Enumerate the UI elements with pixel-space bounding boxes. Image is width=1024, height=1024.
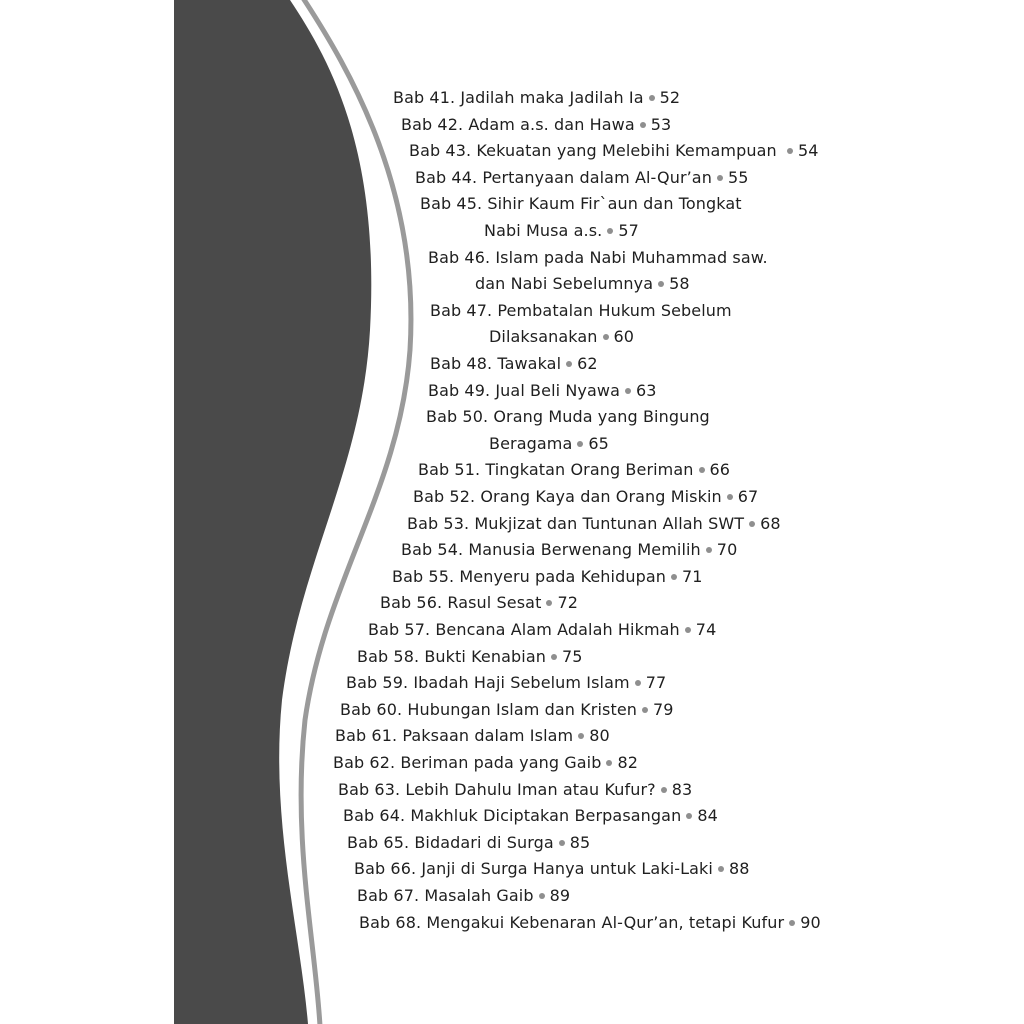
bullet-dot-icon bbox=[661, 787, 667, 793]
toc-entry bbox=[430, 354, 598, 374]
bullet-dot-icon bbox=[566, 361, 572, 367]
toc-entry-page: 75 bbox=[561, 647, 583, 666]
toc-entry-title: Bab 67. Masalah Gaib bbox=[357, 886, 534, 905]
toc-entry-page: 89 bbox=[549, 886, 571, 905]
toc-entry-page: 85 bbox=[569, 833, 591, 852]
toc-entry bbox=[418, 460, 730, 480]
toc-entry bbox=[393, 88, 680, 108]
toc-entry bbox=[368, 620, 716, 640]
toc-entry bbox=[489, 327, 634, 347]
toc-entry-title: Bab 59. Ibadah Haji Sebelum Islam bbox=[346, 673, 630, 692]
dark-wave-band bbox=[174, 0, 371, 1024]
toc-entry-title: Bab 58. Bukti Kenabian bbox=[357, 647, 546, 666]
toc-entry-page: 65 bbox=[588, 434, 609, 453]
toc-entry-page: 71 bbox=[682, 567, 703, 586]
toc-entry bbox=[426, 407, 710, 427]
toc-entry bbox=[359, 913, 821, 933]
toc-entry-title: Bab 56. Rasul Sesat bbox=[380, 593, 542, 612]
toc-entry bbox=[428, 381, 657, 401]
toc-entry-title: Bab 55. Menyeru pada Kehidupan bbox=[392, 567, 666, 586]
toc-entry bbox=[409, 141, 819, 161]
toc-entry-page: 55 bbox=[727, 168, 749, 187]
toc-entry bbox=[430, 301, 732, 321]
toc-entry-title: Bab 64. Makhluk Diciptakan Berpasangan bbox=[343, 806, 682, 825]
toc-entry-title: Bab 60. Hubungan Islam dan Kristen bbox=[340, 700, 638, 719]
toc-entry-page: 79 bbox=[653, 700, 674, 719]
toc-entry bbox=[428, 248, 768, 268]
toc-entry bbox=[357, 886, 570, 906]
toc-entry bbox=[401, 115, 671, 135]
toc-entry bbox=[354, 859, 750, 879]
bullet-dot-icon bbox=[640, 122, 646, 128]
toc-entry-title: Bab 51. Tingkatan Orang Beriman bbox=[418, 460, 694, 479]
toc-entry-page: 66 bbox=[709, 460, 731, 479]
bullet-dot-icon bbox=[606, 760, 612, 766]
toc-entry bbox=[484, 221, 639, 241]
toc-entry-title: Bab 66. Janji di Surga Hanya untuk Laki-Laki bbox=[354, 859, 713, 878]
toc-entry-page: 57 bbox=[618, 221, 639, 240]
toc-entry-title: Bab 42. Adam a.s. dan Hawa bbox=[401, 115, 635, 134]
toc-entry-page: 54 bbox=[797, 141, 819, 160]
bullet-dot-icon bbox=[671, 574, 677, 580]
toc-entry-page: 83 bbox=[671, 780, 693, 799]
toc-entry-page: 84 bbox=[697, 806, 718, 825]
toc-entry-page: 52 bbox=[659, 88, 681, 107]
bullet-dot-icon bbox=[539, 893, 545, 899]
toc-entry-title: Bab 46. Islam pada Nabi Muhammad saw. bbox=[428, 248, 768, 267]
toc-entry-title: dan Nabi Sebelumnya bbox=[475, 274, 654, 293]
toc-entry-page: 90 bbox=[800, 913, 821, 932]
toc-entry-page: 70 bbox=[716, 540, 738, 559]
bullet-dot-icon bbox=[603, 334, 609, 340]
toc-entry-page: 74 bbox=[695, 620, 717, 639]
bullet-dot-icon bbox=[577, 441, 583, 447]
toc-entry bbox=[333, 753, 638, 773]
toc-entry-page: 82 bbox=[617, 753, 639, 772]
bullet-dot-icon bbox=[649, 95, 655, 101]
toc-entry-title: Bab 52. Orang Kaya dan Orang Miskin bbox=[413, 487, 722, 506]
toc-entry-title: Bab 53. Mukjizat dan Tuntunan Allah SWT bbox=[407, 514, 745, 533]
toc-entry-title: Beragama bbox=[489, 434, 573, 453]
bullet-dot-icon bbox=[559, 840, 565, 846]
bullet-dot-icon bbox=[717, 175, 723, 181]
toc-entry-title: Bab 65. Bidadari di Surga bbox=[347, 833, 554, 852]
toc-entry-title: Bab 49. Jual Beli Nyawa bbox=[428, 381, 620, 400]
toc-entry-page: 77 bbox=[645, 673, 667, 692]
toc-entry-title: Bab 41. Jadilah maka Jadilah Ia bbox=[393, 88, 644, 107]
toc-entry-title: Bab 68. Mengakui Kebenaran Al-Qur’an, tetapi Kufur bbox=[359, 913, 785, 932]
toc-entry-page: 60 bbox=[613, 327, 635, 346]
bullet-dot-icon bbox=[546, 600, 552, 606]
toc-entry-title: Bab 57. Bencana Alam Adalah Hikmah bbox=[368, 620, 680, 639]
toc-entry-title: Bab 62. Beriman pada yang Gaib bbox=[333, 753, 602, 772]
toc-entry-page: 67 bbox=[737, 487, 759, 506]
bullet-dot-icon bbox=[551, 654, 557, 660]
toc-entry-title: Bab 61. Paksaan dalam Islam bbox=[335, 726, 574, 745]
toc-entry bbox=[346, 673, 666, 693]
bullet-dot-icon bbox=[789, 920, 795, 926]
toc-entry-title: Bab 47. Pembatalan Hukum Sebelum bbox=[430, 301, 732, 320]
toc-entry-page: 68 bbox=[760, 514, 781, 533]
toc-entry-title: Bab 54. Manusia Berwenang Memilih bbox=[401, 540, 701, 559]
toc-entry bbox=[347, 833, 590, 853]
toc-entry bbox=[415, 168, 749, 188]
toc-entry-title: Nabi Musa a.s. bbox=[484, 221, 603, 240]
toc-entry-title: Bab 50. Orang Muda yang Bingung bbox=[426, 407, 710, 426]
bullet-dot-icon bbox=[607, 228, 613, 234]
toc-entry-title: Dilaksanakan bbox=[489, 327, 598, 346]
bullet-dot-icon bbox=[625, 388, 631, 394]
bullet-dot-icon bbox=[706, 547, 712, 553]
bullet-dot-icon bbox=[787, 148, 793, 154]
toc-entry-page: 80 bbox=[589, 726, 610, 745]
toc-entry-page: 63 bbox=[635, 381, 657, 400]
toc-entry bbox=[489, 434, 609, 454]
toc-entry-page: 62 bbox=[577, 354, 598, 373]
bullet-dot-icon bbox=[658, 281, 664, 287]
toc-entry-page: 58 bbox=[669, 274, 690, 293]
toc-entry-page: 88 bbox=[728, 859, 750, 878]
toc-entry bbox=[380, 593, 578, 613]
toc-entry bbox=[401, 540, 737, 560]
bullet-dot-icon bbox=[718, 866, 724, 872]
bullet-dot-icon bbox=[749, 521, 755, 527]
toc-entry bbox=[420, 194, 742, 214]
toc-entry bbox=[343, 806, 718, 826]
toc-entry bbox=[392, 567, 703, 587]
toc-entry-page: 53 bbox=[650, 115, 672, 134]
toc-entry-title: Bab 48. Tawakal bbox=[430, 354, 562, 373]
toc-entry-title: Bab 63. Lebih Dahulu Iman atau Kufur? bbox=[338, 780, 656, 799]
bullet-dot-icon bbox=[699, 467, 705, 473]
toc-entry bbox=[335, 726, 610, 746]
toc-entry-page: 72 bbox=[557, 593, 579, 612]
toc-entry-title: Bab 43. Kekuatan yang Melebihi Kemampuan bbox=[409, 141, 782, 160]
bullet-dot-icon bbox=[635, 680, 641, 686]
toc-entry bbox=[407, 514, 781, 534]
bullet-dot-icon bbox=[686, 813, 692, 819]
toc-entry bbox=[357, 647, 583, 667]
bullet-dot-icon bbox=[642, 707, 648, 713]
toc-entry bbox=[413, 487, 758, 507]
toc-entry-title: Bab 45. Sihir Kaum Fir`aun dan Tongkat bbox=[420, 194, 742, 213]
toc-entry bbox=[338, 780, 692, 800]
toc-entry bbox=[475, 274, 690, 294]
bullet-dot-icon bbox=[727, 494, 733, 500]
bullet-dot-icon bbox=[685, 627, 691, 633]
toc-entry-title: Bab 44. Pertanyaan dalam Al-Qur’an bbox=[415, 168, 712, 187]
toc-entry bbox=[340, 700, 674, 720]
bullet-dot-icon bbox=[578, 733, 584, 739]
